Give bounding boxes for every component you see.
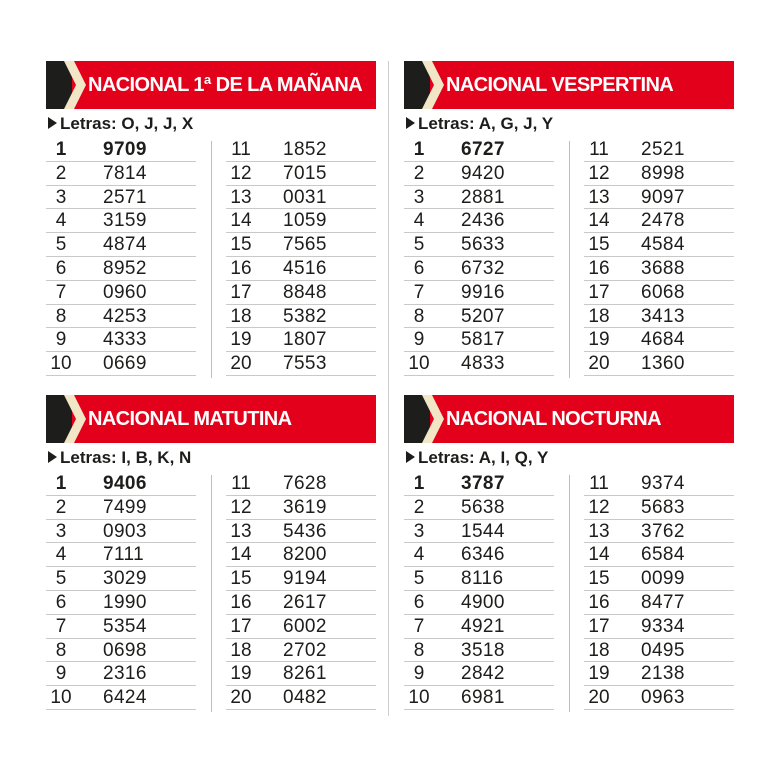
result-row — [404, 305, 554, 329]
winning-number: 6346 — [461, 544, 505, 566]
draw-position: 10 — [50, 687, 72, 709]
column-divider — [211, 141, 212, 378]
draw-position: 8 — [413, 305, 425, 327]
results-column-right — [226, 472, 376, 710]
winning-number: 3688 — [641, 257, 685, 279]
panel-title: NACIONAL MATUTINA — [88, 408, 292, 430]
winning-number: 1544 — [461, 520, 505, 542]
draw-position: 13 — [230, 520, 252, 542]
draw-position: 4 — [55, 210, 67, 232]
draw-position: 8 — [413, 639, 425, 661]
result-row — [404, 352, 554, 376]
draw-position: 12 — [588, 162, 610, 184]
winning-number: 3619 — [283, 496, 327, 518]
result-row — [46, 686, 196, 710]
result-row — [46, 328, 196, 352]
draw-position: 8 — [55, 305, 67, 327]
winning-number: 7628 — [283, 473, 327, 494]
draw-position: 12 — [588, 496, 610, 518]
letras-line — [406, 112, 553, 136]
draw-position: 7 — [55, 281, 67, 303]
winning-number: 9334 — [641, 615, 685, 637]
result-row — [46, 472, 196, 496]
winning-number: 8116 — [461, 568, 504, 590]
result-row — [584, 567, 734, 591]
draw-position: 3 — [55, 520, 67, 542]
center-divider — [388, 61, 389, 716]
result-row — [404, 686, 554, 710]
draw-position: 9 — [55, 663, 67, 685]
column-divider — [569, 141, 570, 378]
letras-text: Letras: O, J, J, X — [60, 114, 194, 133]
result-row — [226, 233, 376, 257]
letras-line — [406, 446, 548, 470]
result-row — [46, 257, 196, 281]
draw-position: 13 — [230, 186, 252, 208]
winning-number: 4833 — [461, 353, 505, 375]
winning-number: 4584 — [641, 234, 685, 256]
draw-position: 7 — [55, 615, 67, 637]
triangle-bullet-icon — [48, 117, 57, 129]
winning-number: 5436 — [283, 520, 327, 542]
panel-header — [46, 395, 376, 443]
panel-title: NACIONAL VESPERTINA — [446, 74, 674, 96]
result-row — [226, 186, 376, 210]
draw-position: 19 — [230, 329, 252, 351]
draw-position: 14 — [230, 210, 252, 232]
draw-position: 20 — [588, 687, 610, 709]
results-column-left — [404, 472, 554, 710]
result-row — [46, 305, 196, 329]
winning-number: 1059 — [283, 210, 327, 232]
result-row — [226, 209, 376, 233]
draw-position: 13 — [588, 520, 610, 542]
result-row — [404, 281, 554, 305]
winning-number: 6068 — [641, 281, 685, 303]
winning-number: 5207 — [461, 305, 505, 327]
draw-position: 2 — [413, 162, 425, 184]
result-row — [226, 567, 376, 591]
winning-number: 8261 — [283, 663, 327, 685]
draw-position: 15 — [230, 234, 252, 256]
winning-number: 5633 — [461, 234, 505, 256]
winning-number: 8848 — [283, 281, 327, 303]
result-row — [404, 496, 554, 520]
letras-text: Letras: A, I, Q, Y — [418, 448, 549, 467]
results-column-right — [226, 138, 376, 376]
winning-number: 2316 — [103, 663, 147, 685]
result-row — [404, 639, 554, 663]
winning-number: 8200 — [283, 544, 327, 566]
winning-number: 2842 — [461, 663, 505, 685]
draw-position: 19 — [588, 329, 610, 351]
winning-number: 5382 — [283, 305, 327, 327]
draw-position: 18 — [230, 305, 252, 327]
winning-number: 6732 — [461, 257, 505, 279]
result-row — [404, 615, 554, 639]
winning-number: 0698 — [103, 639, 147, 661]
winning-number: 5683 — [641, 496, 685, 518]
chevron-right-icon — [64, 61, 86, 109]
letras-text: Letras: I, B, K, N — [60, 448, 192, 467]
panel-header — [46, 61, 376, 109]
draw-position: 9 — [413, 329, 425, 351]
draw-position: 17 — [588, 615, 610, 637]
result-row — [404, 662, 554, 686]
winning-number: 2521 — [641, 139, 685, 160]
winning-number: 1360 — [641, 353, 685, 375]
draw-position: 14 — [588, 544, 610, 566]
letras-line — [48, 112, 193, 136]
result-row — [584, 520, 734, 544]
result-row — [226, 591, 376, 615]
draw-position: 4 — [413, 210, 425, 232]
chevron-right-icon — [422, 395, 444, 443]
result-row — [584, 662, 734, 686]
results-column-right — [584, 472, 734, 710]
draw-position: 20 — [588, 353, 610, 375]
draw-position: 6 — [55, 257, 67, 279]
draw-position: 12 — [230, 496, 252, 518]
result-row — [46, 591, 196, 615]
draw-position: 3 — [55, 186, 67, 208]
draw-position: 7 — [413, 615, 425, 637]
winning-number: 5354 — [103, 615, 147, 637]
result-row — [404, 233, 554, 257]
letras-line — [48, 446, 191, 470]
result-row — [46, 639, 196, 663]
triangle-bullet-icon — [48, 451, 57, 463]
triangle-bullet-icon — [406, 117, 415, 129]
result-row — [46, 496, 196, 520]
panel-title: NACIONAL NOCTURNA — [446, 408, 661, 430]
result-row — [226, 496, 376, 520]
draw-position: 15 — [588, 568, 610, 590]
draw-position: 1 — [55, 473, 67, 494]
winning-number: 6002 — [283, 615, 327, 637]
results-column-left — [404, 138, 554, 376]
result-row — [226, 138, 376, 162]
result-row — [584, 328, 734, 352]
panel-header — [404, 61, 734, 109]
winning-number: 4900 — [461, 591, 505, 613]
winning-number: 7499 — [103, 496, 147, 518]
winning-number: 4253 — [103, 305, 147, 327]
result-row — [226, 662, 376, 686]
result-row — [226, 639, 376, 663]
draw-position: 6 — [413, 591, 425, 613]
draw-position: 12 — [230, 162, 252, 184]
result-row — [584, 639, 734, 663]
results-panel — [46, 395, 376, 709]
winning-number: 2571 — [103, 186, 147, 208]
result-row — [584, 591, 734, 615]
result-row — [46, 520, 196, 544]
draw-position: 14 — [588, 210, 610, 232]
winning-number: 9097 — [641, 186, 685, 208]
winning-number: 6981 — [461, 687, 505, 709]
result-row — [404, 543, 554, 567]
result-row — [584, 257, 734, 281]
column-divider — [211, 475, 212, 712]
winning-number: 9406 — [103, 473, 147, 494]
winning-number: 6584 — [641, 544, 685, 566]
result-row — [584, 186, 734, 210]
draw-position: 9 — [413, 663, 425, 685]
draw-position: 4 — [55, 544, 67, 566]
result-row — [584, 162, 734, 186]
winning-number: 5638 — [461, 496, 505, 518]
winning-number: 3413 — [641, 305, 685, 327]
draw-position: 2 — [55, 162, 67, 184]
draw-position: 1 — [413, 139, 425, 160]
winning-number: 2617 — [283, 591, 327, 613]
results-column-right — [584, 138, 734, 376]
winning-number: 0903 — [103, 520, 147, 542]
result-row — [404, 138, 554, 162]
letras-text: Letras: A, G, J, Y — [418, 114, 554, 133]
draw-position: 17 — [230, 281, 252, 303]
column-divider — [569, 475, 570, 712]
winning-number: 3787 — [461, 473, 505, 494]
draw-position: 1 — [413, 473, 425, 494]
result-row — [404, 567, 554, 591]
draw-position: 3 — [413, 186, 425, 208]
winning-number: 2436 — [461, 210, 505, 232]
winning-number: 0963 — [641, 687, 685, 709]
result-row — [46, 281, 196, 305]
draw-position: 16 — [588, 257, 610, 279]
results-column-left — [46, 138, 196, 376]
result-row — [404, 162, 554, 186]
winning-number: 7565 — [283, 234, 327, 256]
result-row — [46, 209, 196, 233]
draw-position: 11 — [231, 139, 251, 160]
draw-position: 17 — [230, 615, 252, 637]
winning-number: 7814 — [103, 162, 147, 184]
draw-position: 4 — [413, 544, 425, 566]
draw-position: 15 — [230, 568, 252, 590]
winning-number: 4516 — [283, 257, 327, 279]
winning-number: 6727 — [461, 139, 505, 160]
result-row — [584, 686, 734, 710]
result-row — [46, 662, 196, 686]
draw-position: 8 — [55, 639, 67, 661]
winning-number: 2702 — [283, 639, 327, 661]
result-row — [584, 281, 734, 305]
chevron-right-icon — [422, 61, 444, 109]
winning-number: 3159 — [103, 210, 147, 232]
draw-position: 20 — [230, 687, 252, 709]
result-row — [584, 352, 734, 376]
winning-number: 0099 — [641, 568, 685, 590]
draw-position: 16 — [230, 591, 252, 613]
winning-number: 7553 — [283, 353, 327, 375]
result-row — [46, 233, 196, 257]
draw-position: 2 — [55, 496, 67, 518]
draw-position: 10 — [408, 353, 430, 375]
result-row — [584, 472, 734, 496]
result-row — [584, 209, 734, 233]
draw-position: 10 — [408, 687, 430, 709]
result-row — [46, 138, 196, 162]
winning-number: 1852 — [283, 139, 327, 160]
winning-number: 9374 — [641, 473, 685, 494]
winning-number: 9709 — [103, 139, 147, 160]
winning-number: 3762 — [641, 520, 685, 542]
result-row — [46, 186, 196, 210]
draw-position: 1 — [55, 139, 67, 160]
result-row — [226, 281, 376, 305]
result-row — [226, 162, 376, 186]
results-panel — [46, 61, 376, 375]
result-row — [584, 615, 734, 639]
result-row — [46, 615, 196, 639]
result-row — [584, 138, 734, 162]
draw-position: 9 — [55, 329, 67, 351]
winning-number: 3518 — [461, 639, 505, 661]
winning-number: 8477 — [641, 591, 685, 613]
draw-position: 3 — [413, 520, 425, 542]
draw-position: 18 — [230, 639, 252, 661]
draw-position: 11 — [589, 473, 609, 494]
result-row — [226, 328, 376, 352]
panel-header — [404, 395, 734, 443]
winning-number: 9420 — [461, 162, 505, 184]
draw-position: 20 — [230, 353, 252, 375]
draw-position: 5 — [55, 234, 67, 256]
results-panel — [404, 395, 734, 709]
winning-number: 9916 — [461, 281, 505, 303]
draw-position: 16 — [588, 591, 610, 613]
draw-position: 13 — [588, 186, 610, 208]
draw-position: 10 — [50, 353, 72, 375]
result-row — [226, 520, 376, 544]
winning-number: 4684 — [641, 329, 685, 351]
winning-number: 5817 — [461, 329, 505, 351]
result-row — [46, 567, 196, 591]
winning-number: 4333 — [103, 329, 147, 351]
draw-position: 19 — [230, 663, 252, 685]
draw-position: 5 — [413, 568, 425, 590]
chevron-right-icon — [64, 395, 86, 443]
winning-number: 7015 — [283, 162, 327, 184]
draw-position: 5 — [413, 234, 425, 256]
winning-number: 1990 — [103, 591, 147, 613]
draw-position: 6 — [55, 591, 67, 613]
result-row — [46, 543, 196, 567]
results-panel — [404, 61, 734, 375]
result-row — [226, 615, 376, 639]
result-row — [226, 543, 376, 567]
winning-number: 2478 — [641, 210, 685, 232]
result-row — [404, 186, 554, 210]
draw-position: 11 — [589, 139, 609, 160]
triangle-bullet-icon — [406, 451, 415, 463]
result-row — [404, 472, 554, 496]
winning-number: 2138 — [641, 663, 685, 685]
winning-number: 2881 — [461, 186, 505, 208]
result-row — [46, 352, 196, 376]
result-row — [404, 591, 554, 615]
winning-number: 0960 — [103, 281, 147, 303]
winning-number: 4874 — [103, 234, 147, 256]
result-row — [404, 520, 554, 544]
winning-number: 3029 — [103, 568, 147, 590]
draw-position: 5 — [55, 568, 67, 590]
result-row — [226, 352, 376, 376]
panel-title: NACIONAL 1ª DE LA MAÑANA — [88, 74, 363, 96]
winning-number: 7111 — [103, 544, 145, 566]
winning-number: 4921 — [461, 615, 505, 637]
winning-number: 1807 — [283, 329, 327, 351]
winning-number: 0669 — [103, 353, 147, 375]
draw-position: 15 — [588, 234, 610, 256]
results-column-left — [46, 472, 196, 710]
winning-number: 6424 — [103, 687, 147, 709]
winning-number: 9194 — [283, 568, 327, 590]
draw-position: 18 — [588, 639, 610, 661]
result-row — [226, 472, 376, 496]
result-row — [584, 496, 734, 520]
winning-number: 8998 — [641, 162, 685, 184]
draw-position: 16 — [230, 257, 252, 279]
result-row — [584, 543, 734, 567]
draw-position: 18 — [588, 305, 610, 327]
winning-number: 8952 — [103, 257, 147, 279]
result-row — [226, 305, 376, 329]
draw-position: 2 — [413, 496, 425, 518]
result-row — [226, 257, 376, 281]
result-row — [584, 305, 734, 329]
draw-position: 7 — [413, 281, 425, 303]
winning-number: 0495 — [641, 639, 685, 661]
draw-position: 11 — [231, 473, 251, 494]
result-row — [226, 686, 376, 710]
winning-number: 0031 — [283, 186, 327, 208]
draw-position: 19 — [588, 663, 610, 685]
draw-position: 17 — [588, 281, 610, 303]
draw-position: 6 — [413, 257, 425, 279]
result-row — [46, 162, 196, 186]
result-row — [404, 257, 554, 281]
result-row — [404, 328, 554, 352]
draw-position: 14 — [230, 544, 252, 566]
result-row — [584, 233, 734, 257]
winning-number: 0482 — [283, 687, 327, 709]
result-row — [404, 209, 554, 233]
